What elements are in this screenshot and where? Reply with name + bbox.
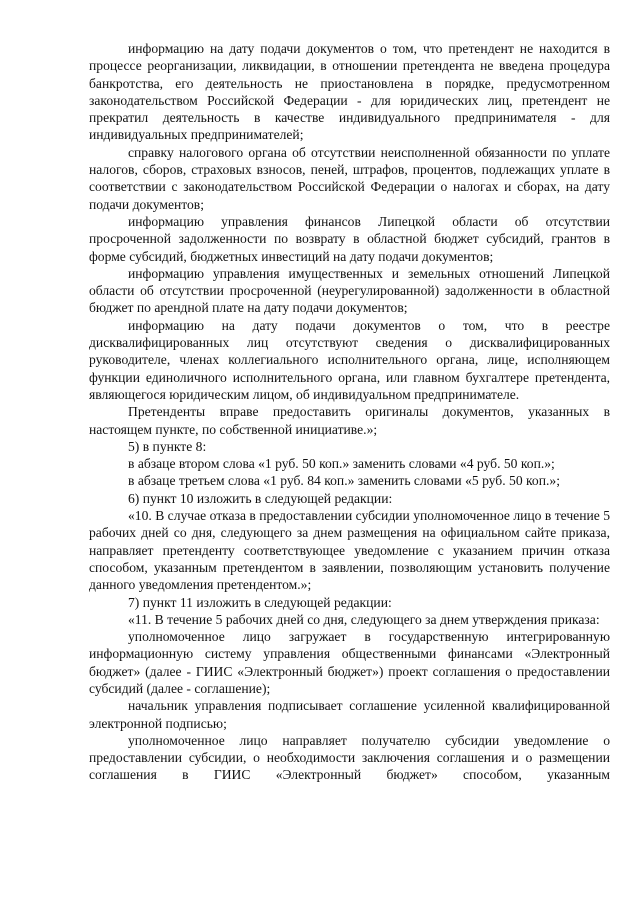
- paragraph-info-reorganization: информацию на дату подачи документов о том, что претендент не находится в процессе реорганизации, ликвидации, в отношении претендента не введена процедура банкротства, его деятельность не приостановлена в порядке, предусмотренном законодательством Российской Федерации - для юридических лиц, претендент не прекратил деятельность в качестве индивидуального предпринимателя - для индивидуальных предпринимателей;: [89, 41, 610, 143]
- paragraph-point-10: «10. В случае отказа в предоставлении субсидии уполномоченное лицо в течение 5 рабочих дней со дня, следующего за днем размещения на официальном сайте приказа, направляет претенденту соответствующее уведомление с указанием причин отказа способом, указанным претендентом в заявлении, позволяющим установить получение данного уведомления претендентом.»;: [89, 508, 610, 593]
- paragraph-item-6: 6) пункт 10 изложить в следующей редакции:: [128, 490, 393, 506]
- paragraph-disqualified-registry: информацию на дату подачи документов о том, что в реестре дисквалифицированных лиц отсутствуют сведения о дисквалифицированных руководителе, членах коллегиального исполнительного органа, лице, исполняющем функции единоличного исполнительного органа, или главном бухгалтере претендента, являющегося юридическим лицом, об индивидуальном предпринимателе.: [89, 317, 610, 402]
- paragraph-finance-info: информацию управления финансов Липецкой области об отсутствии просроченной задолженности по возврату в областной бюджет субсидий, грантов в форме субсидий, бюджетных инвестиций на дату подачи документов;: [89, 213, 610, 264]
- document-page: [89, 40, 610, 784]
- paragraph-point-11: «11. В течение 5 рабочих дней со дня, следующего за днем утверждения приказа:: [128, 611, 600, 627]
- paragraph-tax-certificate: справку налогового органа об отсутствии неисполненной обязанности по уплате налогов, сборов, страховых взносов, пеней, штрафов, процентов, подлежащих уплате в соответствии с законодательством Российской Федерации о налогах и сборах, на дату подачи документов;: [89, 144, 610, 212]
- paragraph-property-info: информацию управления имущественных и земельных отношений Липецкой области об отсутствии просроченной (неурегулированной) задолженности в областной бюджет по арендной плате на дату подачи документов;: [89, 265, 610, 316]
- paragraph-head-signs: начальник управления подписывает соглашение усиленной квалифицированной электронной подписью;: [89, 698, 610, 731]
- paragraph-upload-giis: уполномоченное лицо загружает в государственную интегрированную информационную систему управления общественными финансами «Электронный бюджет» (далее - ГИИС «Электронный бюджет») проект соглашения о предоставлении субсидий (далее - соглашение);: [89, 629, 610, 696]
- paragraph-originals: Претенденты вправе предоставить оригиналы документов, указанных в настоящем пункте, по собственной инициативе.»;: [89, 404, 610, 437]
- paragraph-item-5: 5) в пункте 8:: [128, 438, 207, 454]
- paragraph-notification: уполномоченное лицо направляет получателю субсидии уведомление о предоставлении субсидии, о необходимости заключения соглашения и о размещении соглашения в ГИИС «Электронный бюджет» способом, указанным: [89, 732, 610, 783]
- paragraph-second-abzac: в абзаце втором слова «1 руб. 50 коп.» заменить словами «4 руб. 50 коп.»;: [128, 456, 555, 472]
- paragraph-third-abzac: в абзаце третьем слова «1 руб. 84 коп.» заменить словами «5 руб. 50 коп.»;: [128, 473, 560, 489]
- paragraph-item-7: 7) пункт 11 изложить в следующей редакции:: [128, 594, 392, 610]
